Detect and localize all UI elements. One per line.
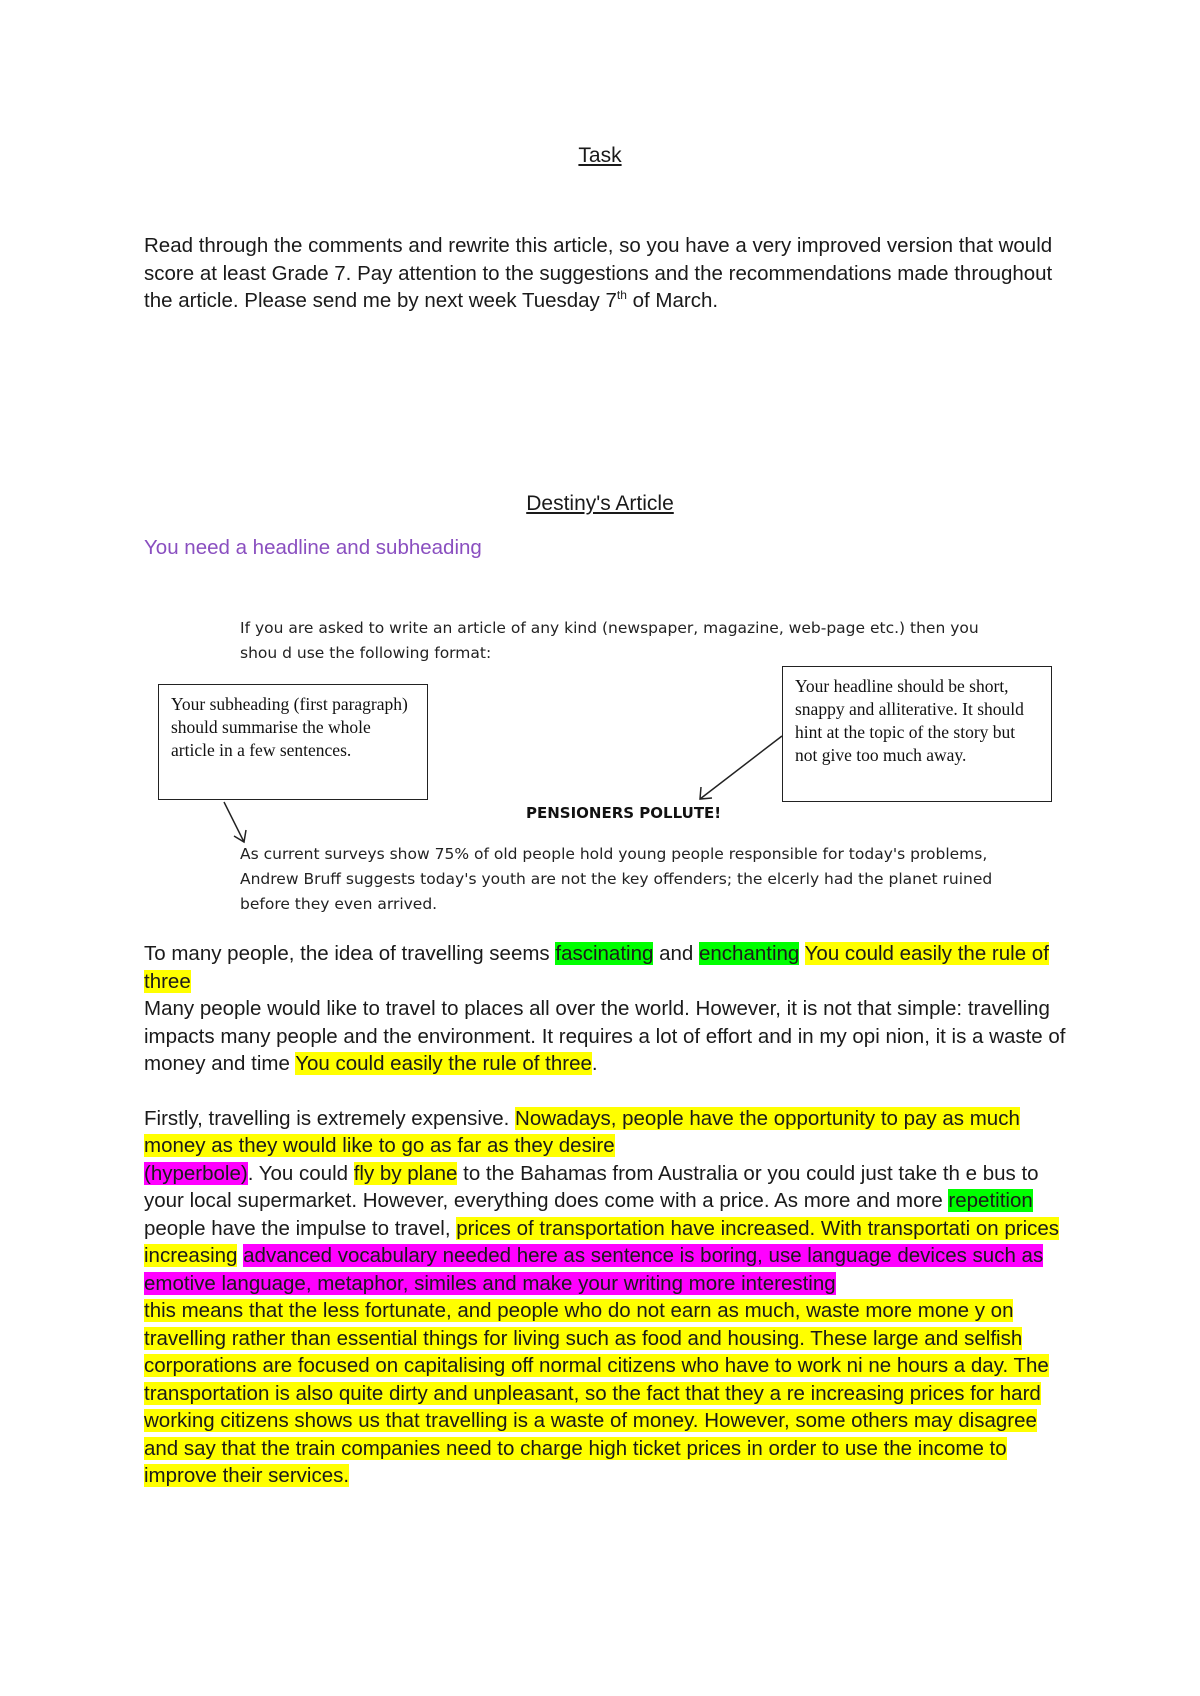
example-headline: PENSIONERS POLLUTE! (526, 804, 722, 822)
highlight-fascinating: fascinating (555, 942, 654, 965)
body-text: people have the impulse to travel, (144, 1216, 457, 1240)
body-text: to the Bahamas from Australia or you could just take th e bus to your local supermarket. However, everything does come with a price. As more and more (144, 1161, 1039, 1212)
task-instructions-main: Read through the comments and rewrite this article, so you have a very improved version that would score at least Grade 7. Pay attention to the suggestions and the recommendations made throughout the article. Please send me by next week Tuesday 7 (144, 234, 1053, 312)
body-text: . You could (247, 1161, 354, 1185)
comment-hyperbole: (hyperbole) (144, 1161, 248, 1185)
body-text: . (591, 1052, 598, 1075)
paragraph-intro (144, 940, 1066, 995)
highlight-enchanting: enchanting (699, 942, 800, 965)
comment-rule-of-three: You could easily the rule of three (295, 1052, 592, 1075)
body-text: and (653, 942, 699, 965)
comment-advanced-vocabulary: advanced vocabulary needed here as sentence is boring, use language devices such as emotive language, metaphor, similes and make your writing more interesting (144, 1244, 1044, 1295)
highlight-hyperbole-sentence: Nowadays, people have the opportunity to pay as much money as they would like to go as far as they desire (144, 1106, 1020, 1157)
comment-repetition: repetition (948, 1189, 1033, 1212)
body-text (799, 942, 804, 965)
article-title: Destiny's Article (526, 492, 674, 515)
body-text: Firstly, travelling is extremely expensive. (144, 1106, 516, 1130)
task-instructions-superscript: th (616, 288, 627, 303)
subheading-tip-box: Your subheading (first paragraph) should summarise the whole article in a few sentences. (158, 684, 428, 800)
highlight-paragraph-rest: this means that the less fortunate, and people who do not earn as much, waste more mone y on travelling rather than essential things for living such as food and housing. These large and selfish corporations are focused on capitalising off normal citizens who have to work ni ne hours a day. The transportation is also quite dirty and unpleasant, so the fact that they a re increasing prices for hard working citizens shows us that travelling is a waste of money. However, some others may disagree and say that the train companies need to charge high ticket prices in order to use the income to improve their services. (144, 1299, 1049, 1487)
highlight-prices: prices of transportation have increased. With transportati on prices increasing (144, 1216, 1060, 1267)
figure-intro: If you are asked to write an article of any kind (newspaper, magazine, web-page etc.) then you shou d use the following format: (240, 619, 979, 662)
task-instructions (144, 232, 1066, 315)
body-text: Many people would like to travel to places all over the world. However, it is not that simple: travelling impacts many people and the environment. It requires a lot of effort and in my opi nion, it is a waste of money and time (144, 997, 1066, 1075)
headline-tip-box: Your headline should be short, snappy and alliterative. It should hint at the topic of the story but not give too much away. (782, 666, 1052, 802)
paragraph-three (144, 1105, 1066, 1490)
article-body (144, 940, 1066, 1490)
task-instructions-end: of March. (626, 289, 719, 312)
highlight-fly-by-plane: fly by plane (353, 1161, 458, 1185)
comment-rule-of-three: You could easily the rule of three (144, 942, 1049, 993)
example-subheading: As current surveys show 75% of old people hold young people responsible for today's problems, Andrew Bruff suggests today's youth are not the key offenders; the elcerly had the planet ruined before they even arrived. (240, 845, 993, 913)
headline-comment: You need a headline and subheading (144, 536, 482, 559)
article-format-figure (150, 606, 1060, 926)
body-text: To many people, the idea of travelling seems (144, 942, 556, 965)
task-title: Task (578, 144, 622, 167)
paragraph-two (144, 995, 1066, 1078)
